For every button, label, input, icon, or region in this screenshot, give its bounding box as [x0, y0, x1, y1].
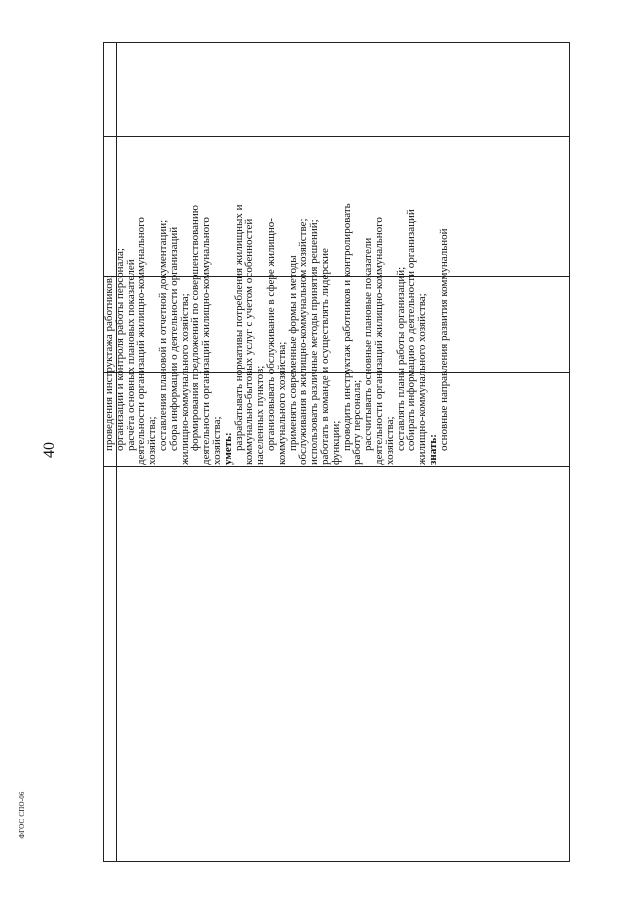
- text-line: хозяйства;: [210, 416, 223, 465]
- text-line: работу персонала;: [351, 379, 364, 465]
- competency-text-block: [104, 69, 450, 465]
- footer-code: ФГОС СПО-06: [18, 791, 26, 839]
- text-line: деятельности организаций жилищно-коммунального: [200, 217, 213, 465]
- text-line: жилищно-коммунального хозяйства;: [416, 293, 429, 465]
- text-line: составлять планы работы организаций;: [394, 266, 407, 451]
- table-column-divider-1: [104, 466, 569, 467]
- text-line: применять современные формы и методы: [286, 255, 299, 451]
- text-line: коммунального хозяйства;: [275, 341, 288, 465]
- text-line: организации и контроля работы персонала;: [113, 248, 126, 451]
- text-line: коммунально-бытовых услуг с учетом особенностей: [243, 218, 256, 465]
- text-line: использовать различные методы принятия решений;: [308, 219, 321, 465]
- text-line: собирать информацию о деятельности организаций: [405, 209, 418, 451]
- text-line: деятельности организаций жилищно-коммунального: [135, 217, 148, 465]
- text-line: проводить инструктаж работников и контролировать: [340, 203, 353, 451]
- text-line: формирования предложений по совершенствованию: [189, 204, 202, 451]
- text-line: уметь:: [221, 432, 234, 465]
- text-line: расчёта основных плановых показателей: [124, 259, 137, 451]
- text-line: жилищно-коммунального хозяйства;: [178, 293, 191, 465]
- text-line: обслуживания в жилищно-коммунальном хозяйстве;: [297, 218, 310, 465]
- text-line: организовывать обслуживание в сфере жилищно-: [264, 218, 277, 451]
- text-line: работать в команде и осуществлять лидерские: [318, 248, 331, 465]
- text-line: разрабатывать нормативы потребления жилищных и: [232, 204, 245, 451]
- text-line: населенных пунктов;: [254, 365, 267, 465]
- text-line: хозяйства;: [146, 416, 159, 465]
- page-number: 40: [41, 442, 58, 458]
- text-line: деятельности организаций жилищно-коммунального: [372, 217, 385, 465]
- text-line: рассчитывать основные плановые показатели: [362, 237, 375, 451]
- text-line: составления плановой и отчетной документации;: [156, 219, 169, 451]
- text-line: сбора информации о деятельности организаций: [167, 226, 180, 451]
- text-line: знать:: [426, 434, 439, 465]
- text-line: хозяйства;: [383, 416, 396, 465]
- text-line: функции;: [329, 420, 342, 465]
- text-line: проведения инструктажа работников;: [103, 275, 115, 451]
- text-line: основные направления развития коммунальной: [437, 228, 450, 451]
